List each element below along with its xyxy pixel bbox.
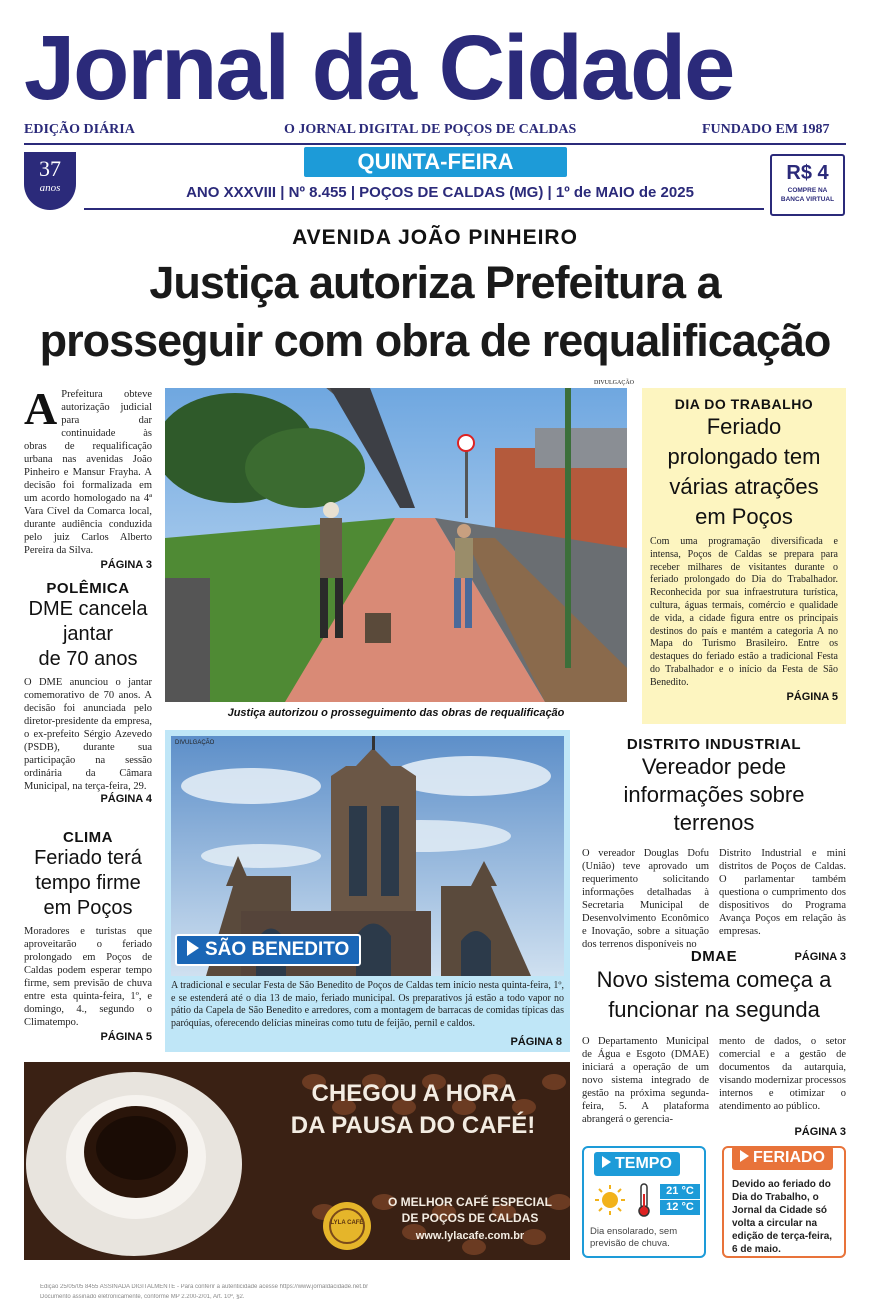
polemica-title-1: DME cancela <box>28 598 148 620</box>
price-box[interactable] <box>770 154 845 216</box>
polemica-section[interactable] <box>24 580 152 805</box>
lead-body-column <box>24 383 152 571</box>
polemica-kicker: POLÊMICA <box>46 580 130 597</box>
trabalho-pageref[interactable]: PÁGINA 5 <box>786 690 838 703</box>
benedito-body: A tradicional e secular Festa de São Benedito de Poços de Caldas tem início nesta quinta-feira, 1º, e se estenderá até o dia 13 de maio, feriado municipal. Os preparativos já estão a todo vapor no pátio da Capela de São Benedito e arredores, com a montagem de barracas de comidas típicas das paróquias, oferecendo delícias mineiras como tutu de feijão, pernil e caldos. <box>171 980 564 1029</box>
trabalho-title-1: Feriado <box>706 414 782 439</box>
lead-photo-credit: DIVULGAÇÃO <box>594 380 634 386</box>
clima-kicker: CLIMA <box>63 829 113 846</box>
edition-label: EDIÇÃO DIÁRIA <box>24 122 135 137</box>
lead-headline-line-1[interactable]: Justiça autoriza Prefeitura a <box>149 257 721 308</box>
tempo-tag-label: TEMPO <box>615 1155 672 1172</box>
dmae-title-2: funcionar na segunda <box>608 997 820 1022</box>
price-note-2: BANCA VIRTUAL <box>780 196 835 203</box>
distrito-col-1: O vereador Douglas Dofu (União) teve aprovado um requerimento solicitando informações detalhadas à Secretaria Municipal de Desenvolvimento Econômico e Inovação, sobre a situação dos terrenos disponíveis no <box>582 848 709 950</box>
benedito-photo-credit: DIVULGAÇÃO <box>175 740 215 746</box>
clima-title-1: Feriado terá <box>34 847 142 869</box>
feriado-tag-label: FERIADO <box>753 1149 825 1166</box>
dmae-pageref[interactable]: PÁGINA 3 <box>794 1126 846 1138</box>
lead-headline-line-2[interactable]: prosseguir com obra de requalificação <box>39 315 831 366</box>
trabalho-title-2: prolongado tem <box>667 444 821 469</box>
tempo-text: Dia ensolarado, sem previsão de chuva. <box>590 1226 678 1249</box>
ad-slogan-1: O MELHOR CAFÉ ESPECIAL <box>387 1195 552 1209</box>
trabalho-box[interactable] <box>642 388 846 724</box>
footer-line-1: Edição 25/05/05 8455 ASSINADA DIGITALMENTE - Para conferir a autenticidade acesse https://www.jornaldacidade.net.br <box>40 1284 369 1290</box>
lead-dropcap: A <box>24 383 58 434</box>
weekday-banner: QUINTA-FEIRA <box>304 147 567 177</box>
founded-label: FUNDADO EM 1987 <box>702 122 830 137</box>
dmae-section[interactable] <box>582 948 846 1138</box>
dmae-title-1: Novo sistema começa a <box>596 967 832 992</box>
clima-section[interactable] <box>24 829 152 1043</box>
lead-pageref[interactable]: PÁGINA 3 <box>100 559 152 571</box>
benedito-tag <box>175 934 361 966</box>
tempo-max: 21 °C <box>660 1184 700 1199</box>
trabalho-body: Com uma programação diversificada e intensa, Poços de Caldas se prepara para receber milhares de visitantes durante o feriado prolongado do Dia do Trabalhador. Reconhecida por sua infraestrutura turística, cultura, águas termais, comércio e qualidade de vida, a cidade figura entre os principais destinos do país e mantém a categoria A no Mapa do Turismo Brasileiro. Entre os destaques do feriado estão a tradicional Festa do Trabalhador e o início da Festa de São Benedito. <box>650 536 838 688</box>
price-value: R$ 4 <box>786 162 829 184</box>
clima-body: Moradores e turistas que aproveitarão o feriado prolongado em Poços de Caldas podem esperar tempo firme, sem previsão de chuva entre esta quinta-feira, 1º, e domingo, 4., segundo o Climatempo. <box>24 926 152 1028</box>
trabalho-kicker: DIA DO TRABALHO <box>674 396 814 412</box>
thermometer-icon <box>636 1182 652 1218</box>
lead-body: Prefeitura obteve autorização judicial para dar continuidade às obras de requalificação urbana nas avenidas João Pinheiro e Mansur Frayha. A decisão foi formalizada em um acordo homologado na 4ª Vara Cível da Comarca local, durante audiência conduzida pelo juiz Carlos Alberto Pereira da Silva. <box>24 389 152 556</box>
benedito-pageref[interactable]: PÁGINA 8 <box>510 1036 562 1048</box>
avenue-works-photo <box>165 388 627 702</box>
coffee-ad[interactable] <box>24 1062 570 1260</box>
anniversary-word: anos <box>39 182 61 194</box>
play-icon <box>187 940 199 956</box>
tempo-tag <box>594 1152 680 1176</box>
dmae-col-1: O Departamento Municipal de Água e Esgoto (DMAE) iniciará a operação de um novo sistema integrado de gestão na próxima segunda-feira, 5. A plataforma abrangerá o gerencia- <box>582 1036 709 1125</box>
feriado-box <box>722 1146 846 1258</box>
trabalho-title-3: várias atrações <box>669 474 819 499</box>
polemica-title-3: de 70 anos <box>38 648 138 670</box>
distrito-title-2: informações sobre terrenos <box>623 782 805 835</box>
tempo-box <box>582 1146 706 1258</box>
distrito-kicker: DISTRITO INDUSTRIAL <box>626 736 802 753</box>
issue-line: ANO XXXVIII | Nº 8.455 | POÇOS DE CALDAS (MG) | 1º de MAIO de 2025 <box>186 184 694 201</box>
anniversary-number: 37 <box>39 156 61 181</box>
polemica-pageref[interactable]: PÁGINA 4 <box>100 793 152 805</box>
masthead-rule-bottom <box>84 208 764 210</box>
feriado-text: Devido ao feriado do Dia do Trabalho, o Jornal da Cidade só volta a circular na edição de terça-feira, 6 de maio. <box>732 1179 833 1255</box>
ad-slogan-2: DE POÇOS DE CALDAS <box>401 1211 539 1225</box>
ad-logo-text: LYLA CAFÉ <box>330 1220 364 1226</box>
tagline: O JORNAL DIGITAL DE POÇOS DE CALDAS <box>284 122 577 137</box>
tempo-min: 12 °C <box>660 1200 700 1215</box>
distrito-col-2: Distrito Industrial e mini distritos de Poços de Caldas. O parlamentar também questiona o cumprimento dos dispositivos do Programa Avança Poços em relação às empresas. <box>719 848 846 937</box>
sun-icon <box>594 1184 626 1216</box>
benedito-tag-label: SÃO BENEDITO <box>205 939 350 960</box>
clima-title-2: tempo firme <box>35 872 141 894</box>
clima-pageref[interactable]: PÁGINA 5 <box>100 1031 152 1043</box>
dmae-kicker: DMAE <box>690 948 738 965</box>
footer-line-2: Documento assinado eletronicamente, conforme MP 2.200-2/01, Art. 10º, §2. <box>40 1294 245 1300</box>
dmae-col-2: mento de dados, o setor comercial e a gestão de documentos da autarquia, visando modernizar processos internos e otimizar o atendimento ao público. <box>719 1036 846 1112</box>
distrito-title-1: Vereador pede <box>641 754 787 779</box>
polemica-title-2: jantar <box>62 623 114 645</box>
play-icon <box>602 1156 611 1168</box>
masthead-title: Jornal da Cidade <box>24 20 734 116</box>
lead-kicker: AVENIDA JOÃO PINHEIRO <box>292 226 578 249</box>
benedito-box[interactable] <box>165 730 570 1052</box>
masthead-rule-top <box>24 143 846 145</box>
ad-headline-2: DA PAUSA DO CAFÉ! <box>290 1112 536 1139</box>
play-icon <box>740 1150 749 1162</box>
lead-photo[interactable] <box>165 388 627 702</box>
price-note-1: COMPRE NA <box>787 187 828 194</box>
ad-headline-1: CHEGOU A HORA <box>311 1080 517 1107</box>
ad-url[interactable]: www.lylacafe.com.br <box>415 1230 525 1242</box>
trabalho-title-4: em Poços <box>695 504 793 529</box>
clima-title-3: em Poços <box>43 897 133 919</box>
polemica-body: O DME anunciou o jantar comemorativo de 70 anos. A decisão foi anunciada pelo diretor-presidente da empresa, o ex-prefeito Sérgio Azevedo (PSDB), durante sua participação na sessão ordinária da Câmara Municipal, na terça-feira, 29. <box>24 677 152 792</box>
lead-photo-caption: Justiça autorizou o prosseguimento das obras de requalificação <box>227 707 565 719</box>
distrito-section[interactable] <box>582 736 846 963</box>
distrito-pageref[interactable]: PÁGINA 3 <box>794 951 846 963</box>
feriado-tag <box>732 1146 833 1170</box>
anniversary-badge <box>24 152 76 210</box>
